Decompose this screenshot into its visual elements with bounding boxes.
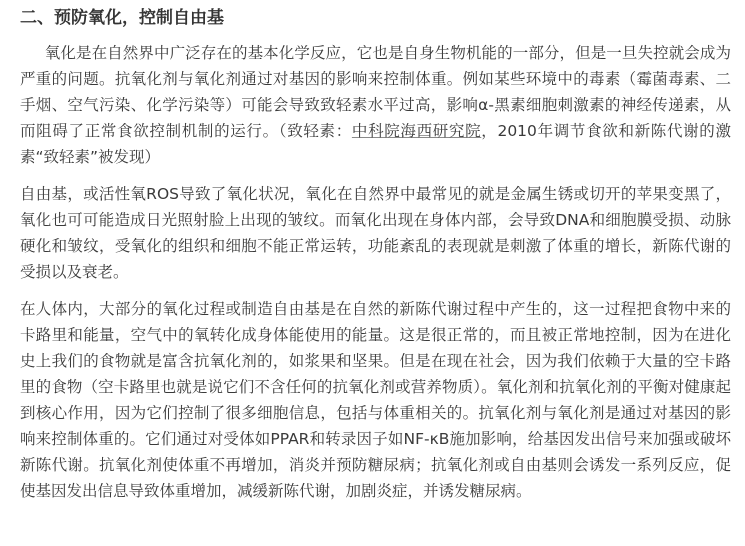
- paragraph-oxidation-tail: ，2010年调节食欲和新陈代谢的激素“致轻素”被发现）: [20, 122, 731, 166]
- paragraph-oxidation-text: 氧化是在自然界中广泛存在的基本化学反应，它也是自身生物机能的一部分，但是一旦失控就会成为严重的问题。抗氧化剂与氧化剂通过对基因的影响来控制体重。例如某些环境中的毒素（霉菌毒素、二手烟、空气污染、化学污染等）可能会导致致轻素水平过高，影响α-黑素细胞刺激素的神经传递素，从而阻碍了正常食欲控制机制的运行。（致轻素：: [20, 44, 731, 140]
- paragraph-oxidation: [20, 40, 731, 170]
- section-heading: 二、预防氧化，控制自由基: [20, 8, 224, 28]
- paragraph-free-radicals: 自由基，或活性氧ROS导致了氧化状况，氧化在自然界中最常见的就是金属生锈或切开的苹果变黑了，氧化也可可能造成日光照射脸上出现的皱纹。而氧化出现在身体内部，会导致DNA和细胞膜受损、动脉硬化和皱纹，受氧化的组织和细胞不能正常运转，功能紊乱的表现就是刺激了体重的增长，新陈代谢的受损以及衰老。: [20, 185, 731, 281]
- paragraph-metabolism: 在人体内，大部分的氧化过程或制造自由基是在自然的新陈代谢过程中产生的，这一过程把食物中来的卡路里和能量，空气中的氧转化成身体能使用的能量。这是很正常的，而且被正常地控制，因为在进化史上我们的食物就是富含抗氧化剂的，如浆果和坚果。但是在现在社会，因为我们依赖于大量的空卡路里的食物（空卡路里也就是说它们不含任何的抗氧化剂或营养物质）。氧化剂和抗氧化剂的平衡对健康起到核心作用，因为它们控制了很多细胞信息，包括与体重相关的。抗氧化剂与氧化剂是通过对基因的影响来控制体重的。它们通过对受体如PPAR和转录因子如NF-κB施加影响，给基因发出信号来加强或破坏新陈代谢。抗氧化剂使体重不再增加，消炎并预防糖尿病；抗氧化剂或自由基则会诱发一系列反应，促使基因发出信息导致体重增加，减缓新陈代谢，加剧炎症，并诱发糖尿病。: [20, 300, 731, 500]
- institute-link[interactable]: 中科院海西研究院: [351, 122, 482, 140]
